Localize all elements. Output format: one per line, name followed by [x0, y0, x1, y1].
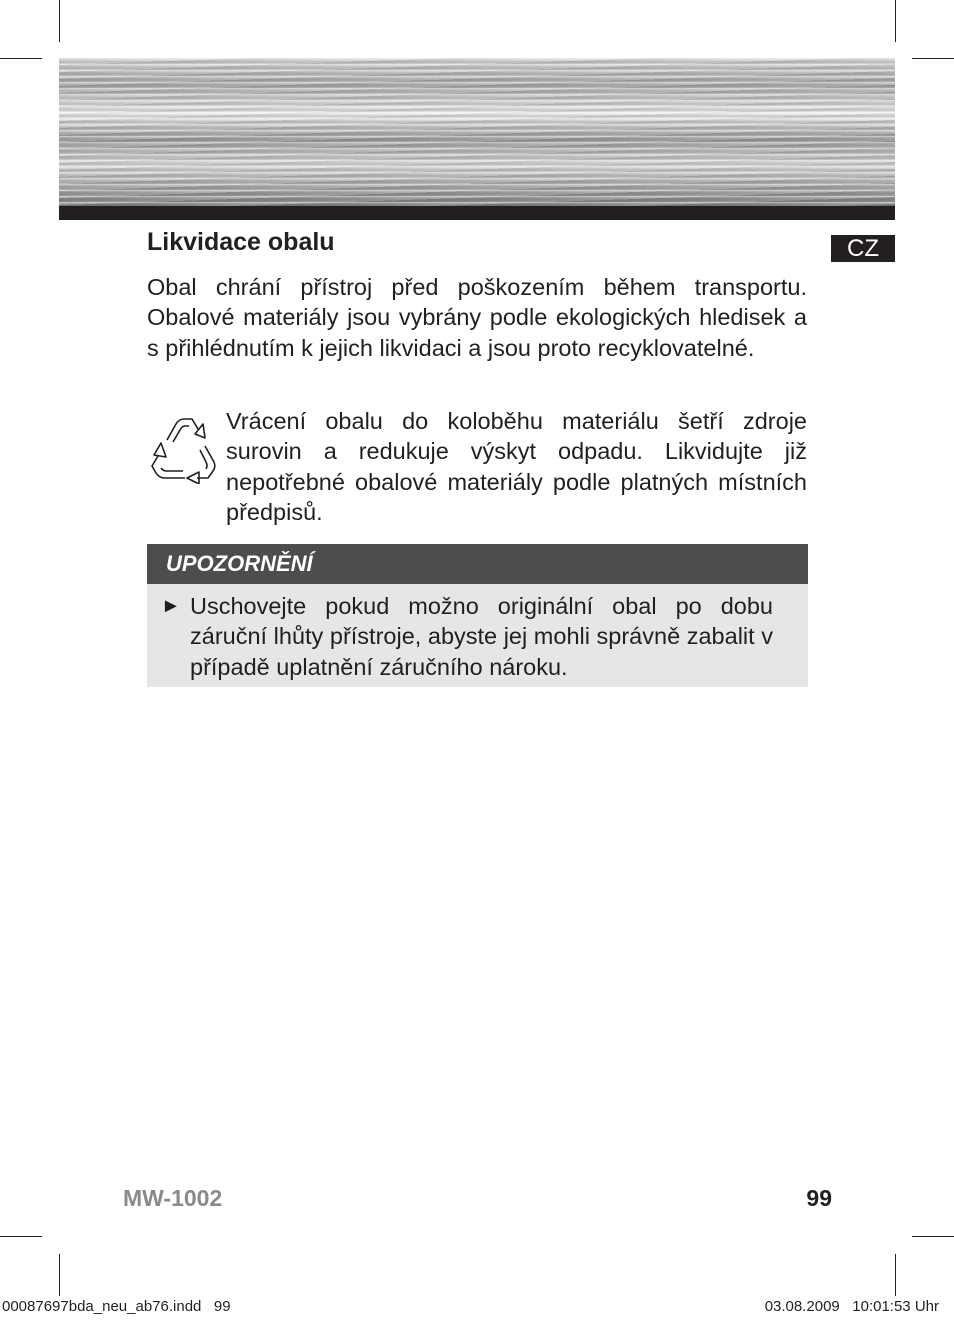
warning-box — [147, 544, 808, 687]
recycle-icon — [143, 410, 221, 484]
crop-mark — [895, 0, 896, 42]
crop-mark — [912, 58, 954, 59]
warning-heading: UPOZORNĚNÍ — [147, 544, 808, 584]
warning-body — [147, 584, 808, 687]
header-bar — [59, 206, 895, 220]
header-banner — [59, 58, 895, 206]
crop-mark — [912, 1236, 954, 1237]
crop-mark — [0, 1236, 42, 1237]
model-number: MW-1002 — [123, 1185, 223, 1211]
intro-paragraph: Obal chrání přístroj před poškozením během transportu. Obalové materiály jsou vybrány podle ekologických hledisek a s přihlédnutím k jejich likvidaci a jsou proto recyklovatelné. — [147, 274, 807, 361]
bullet-arrow-icon: ► — [161, 595, 181, 617]
crop-mark — [59, 1254, 60, 1296]
crop-mark — [59, 0, 60, 42]
crop-mark — [0, 58, 42, 59]
crop-mark — [895, 1254, 896, 1296]
language-tab: CZ — [831, 235, 895, 262]
recycle-paragraph: Vrácení obalu do koloběhu materiálu šetří zdroje surovin a redukuje výskyt odpadu. Likvidujte již nepotřebné obalové materiály podle platných místních předpisů. — [226, 408, 807, 525]
warning-text: Uschovejte pokud možno originální obal po dobu záruční lhůty přístroje, abyste jej mohli správně zabalit v případě uplatnění záručního nároku. — [190, 593, 773, 680]
page-number: 99 — [806, 1185, 832, 1211]
print-slug-file: 00087697bda_neu_ab76.indd 99 — [2, 1298, 231, 1315]
section-title: Likvidace obalu — [147, 228, 335, 256]
print-slug-datetime: 03.08.2009 10:01:53 Uhr — [764, 1298, 939, 1315]
